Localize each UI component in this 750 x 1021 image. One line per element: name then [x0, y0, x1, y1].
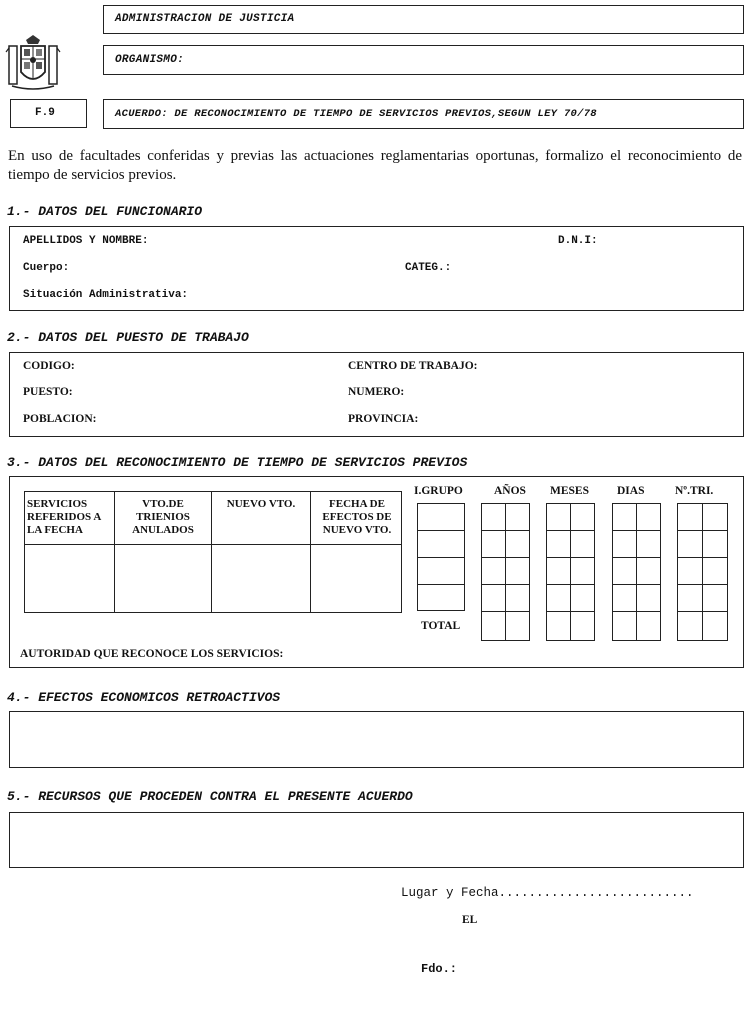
- total-label: TOTAL: [421, 620, 461, 632]
- organismo-label: ORGANISMO:: [115, 54, 185, 66]
- grid-line: [417, 557, 465, 558]
- grid-line: [505, 503, 506, 641]
- section5-title: 5.- RECURSOS QUE PROCEDEN CONTRA EL PRESENTE ACUERDO: [7, 789, 413, 804]
- section2-title: 2.- DATOS DEL PUESTO DE TRABAJO: [7, 330, 249, 345]
- col-vto-trienios-header: VTO.DE TRIENIOS ANULADOS: [132, 498, 194, 536]
- grid-line: [417, 584, 465, 585]
- dias-header: DIAS: [617, 485, 645, 497]
- grid-line: [677, 530, 728, 531]
- admin-justicia-label: ADMINISTRACION DE JUSTICIA: [115, 13, 295, 25]
- grupo-header: I.GRUPO: [414, 485, 463, 497]
- grid-line: [481, 611, 530, 612]
- form-code: F.9: [35, 107, 55, 119]
- admin-justicia-box: [103, 5, 744, 34]
- grid-line: [481, 557, 530, 558]
- grid-line: [546, 530, 595, 531]
- grid-line: [612, 557, 661, 558]
- situacion-label: Situación Administrativa:: [23, 289, 189, 301]
- grid-line: [546, 584, 595, 585]
- col-fecha-efectos-header: FECHA DE EFECTOS DE NUEVO VTO.: [322, 498, 392, 536]
- table-divider: [24, 544, 402, 545]
- poblacion-label: POBLACION:: [23, 413, 97, 425]
- anos-header: AÑOS: [494, 485, 526, 497]
- grid-line: [546, 557, 595, 558]
- grid-line: [546, 611, 595, 612]
- grid-line: [612, 584, 661, 585]
- meses-header: MESES: [550, 485, 589, 497]
- grid-line: [481, 584, 530, 585]
- grid-line: [702, 503, 703, 641]
- autoridad-label: AUTORIDAD QUE RECONOCE LOS SERVICIOS:: [20, 648, 284, 660]
- table-divider: [114, 491, 115, 613]
- puesto-label: PUESTO:: [23, 386, 73, 398]
- section1-title: 1.- DATOS DEL FUNCIONARIO: [7, 204, 203, 219]
- grid-line: [612, 611, 661, 612]
- table-divider: [310, 491, 311, 613]
- centro-label: CENTRO DE TRABAJO:: [348, 360, 478, 372]
- grid-line: [677, 584, 728, 585]
- grid-line: [481, 530, 530, 531]
- col-nuevo-vto-header: NUEVO VTO.: [226, 498, 296, 510]
- el-label: EL: [462, 914, 478, 926]
- section3-title: 3.- DATOS DEL RECONOCIMIENTO DE TIEMPO DE SERVICIOS PREVIOS: [7, 455, 468, 470]
- acuerdo-box: [103, 99, 744, 129]
- section1-box: [9, 226, 744, 311]
- codigo-label: CODIGO:: [23, 360, 75, 372]
- coat-of-arms-emblem: [4, 34, 62, 94]
- lugar-fecha-label: Lugar y Fecha..........................: [401, 886, 694, 900]
- grid-line: [677, 611, 728, 612]
- col-servicios-header: SERVICIOS REFERIDOS A LA FECHA: [27, 498, 101, 536]
- numero-label: NUMERO:: [348, 386, 405, 398]
- grid-line: [677, 557, 728, 558]
- intro-paragraph: En uso de facultades conferidas y previas las actuaciones reglamentarias oportunas, formalizo el reconocimiento de tiempo de servicios previos.: [8, 148, 742, 183]
- provincia-label: PROVINCIA:: [348, 413, 419, 425]
- section5-box: [9, 812, 744, 868]
- apellidos-label: APELLIDOS Y NOMBRE:: [23, 235, 149, 247]
- organismo-box: [103, 45, 744, 75]
- grid-line: [636, 503, 637, 641]
- form-code-box: [10, 99, 87, 128]
- acuerdo-label: ACUERDO: DE RECONOCIMIENTO DE TIEMPO DE SERVICIOS PREVIOS,SEGUN LEY 70/78: [115, 108, 597, 120]
- cuerpo-label: Cuerpo:: [23, 262, 70, 274]
- section4-title: 4.- EFECTOS ECONOMICOS RETROACTIVOS: [7, 690, 281, 705]
- section2-box: [9, 352, 744, 437]
- section4-box: [9, 711, 744, 768]
- categ-label: CATEG.:: [405, 262, 452, 274]
- fdo-label: Fdo.:: [421, 962, 458, 976]
- grid-line: [570, 503, 571, 641]
- table-divider: [211, 491, 212, 613]
- ntri-header: Nº.TRI.: [675, 485, 714, 497]
- dni-label: D.N.I:: [558, 235, 598, 247]
- grid-line: [612, 530, 661, 531]
- grid-line: [417, 530, 465, 531]
